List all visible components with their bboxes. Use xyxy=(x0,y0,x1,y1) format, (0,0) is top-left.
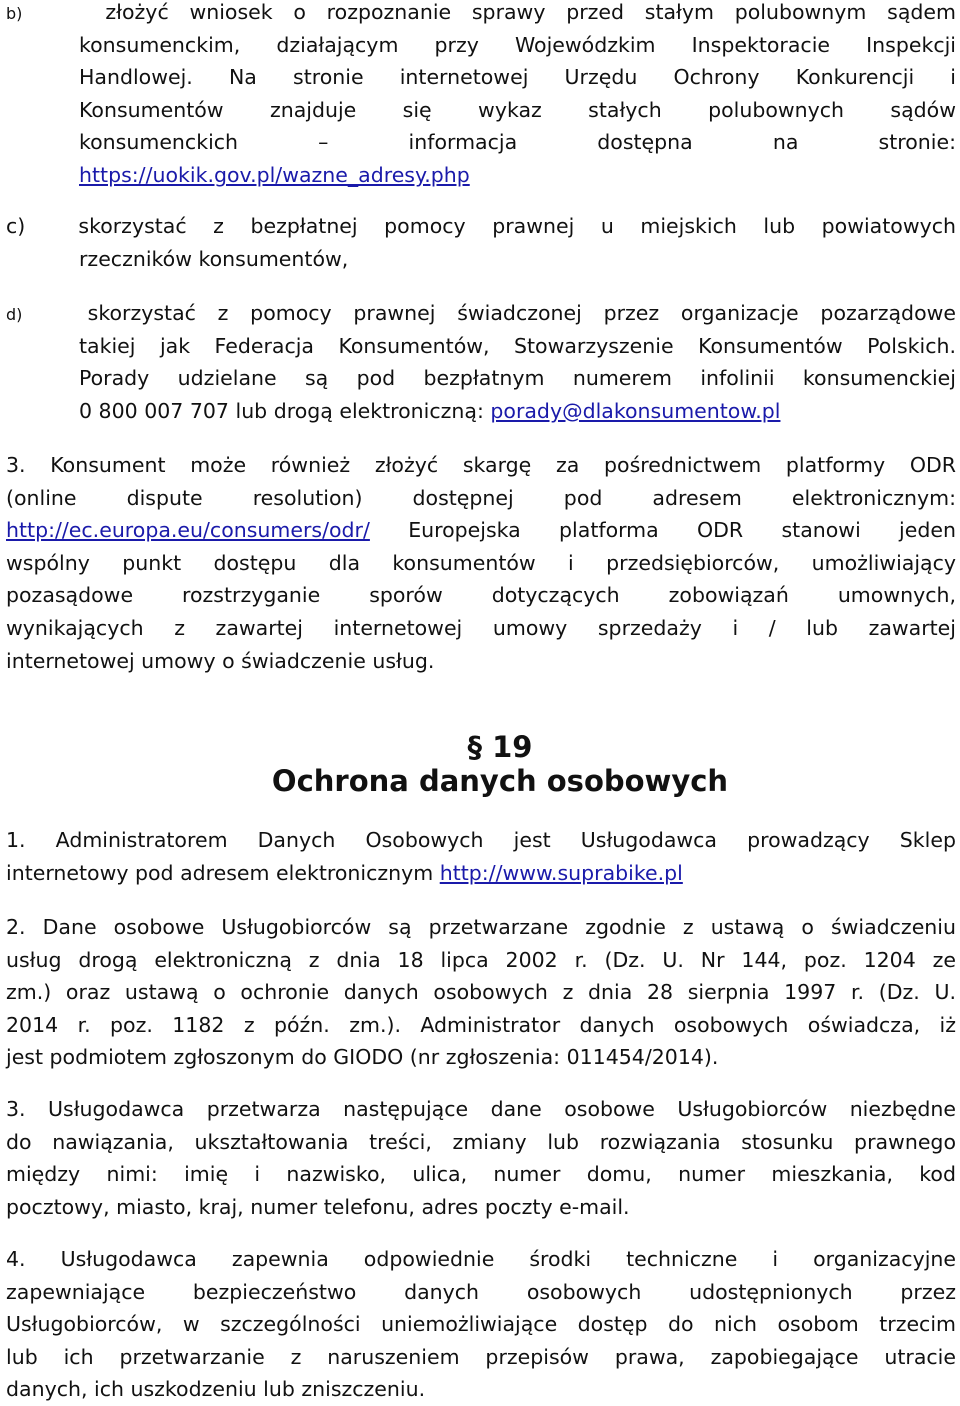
section-paragraph-3-line-2: do nawiązania, ukształtowania treści, zmiany lub rozwiązania stosunku prawnego xyxy=(6,1129,956,1154)
list-item-b-line-5: konsumenckich – informacja dostępna na stronie: xyxy=(79,130,956,155)
odr-link[interactable]: http://ec.europa.eu/consumers/odr/ xyxy=(6,518,370,543)
paragraph-3 xyxy=(6,449,956,677)
section-paragraph-3 xyxy=(6,1093,956,1223)
list-item-d xyxy=(6,297,956,427)
section-paragraph-2-line-4: 2014 r. poz. 1182 z późn. zm.). Administrator danych osobowych oświadcza, iż xyxy=(6,1012,956,1037)
paragraph-3-line-7: internetowej umowy o świadczenie usług. xyxy=(6,648,435,673)
section-paragraph-1 xyxy=(6,824,956,889)
list-marker-d: d) xyxy=(6,305,23,324)
section-paragraph-4-line-5: danych, ich uszkodzeniu lub zniszczeniu. xyxy=(6,1377,426,1402)
section-paragraph-2-line-5: jest podmiotem zgłoszonym do GIODO (nr zgłoszenia: 011454/2014). xyxy=(6,1045,719,1070)
suprabike-link[interactable]: http://www.suprabike.pl xyxy=(439,860,683,885)
list-marker-c: c) xyxy=(6,214,26,238)
section-paragraph-3-line-1: 3. Usługodawca przetwarza następujące dane osobowe Usługobiorców niezbędne xyxy=(6,1097,956,1121)
section-number: § 19 xyxy=(467,730,533,764)
email-link[interactable]: porady@dlakonsumentow.pl xyxy=(490,398,781,423)
section-paragraph-4-line-2: zapewniające bezpieczeństwo danych osobowych udostępnionych przez xyxy=(6,1279,956,1304)
section-paragraph-4-line-1: 4. Usługodawca zapewnia odpowiednie środki techniczne i organizacyjne xyxy=(6,1247,956,1271)
paragraph-3-line-4: wspólny punkt dostępu dla konsumentów i przedsiębiorców, umożliwiający xyxy=(6,550,956,575)
list-item-d-line-3: Porady udzielane są pod bezpłatnym numerem infolinii konsumenckiej xyxy=(79,366,956,391)
list-item-b-line-6 xyxy=(6,159,956,192)
section-paragraph-2-line-3: zm.) oraz ustawą o ochronie danych osobowych z dnia 28 sierpnia 1997 r. (Dz. U. xyxy=(6,980,956,1005)
section-paragraph-3-line-4: pocztowy, miasto, kraj, numer telefonu, adres poczty e-mail. xyxy=(6,1194,630,1219)
list-item-b-line-2: konsumenckim, działającym przy Wojewódzkim Inspektoracie Inspekcji xyxy=(79,32,956,57)
list-item-d-line-4: 0 800 007 707 lub drogą elektroniczną: porady@dlakonsumentow.pl xyxy=(79,398,781,423)
section-title: Ochrona danych osobowych xyxy=(271,764,729,798)
list-item-b-line-4: Konsumentów znajduje się wykaz stałych polubownych sądów xyxy=(79,97,956,122)
section-paragraph-2-line-2: usług drogą elektroniczną z dnia 18 lipca 2002 r. (Dz. U. Nr 144, poz. 1204 ze xyxy=(6,947,956,972)
list-item-c-line-2: rzeczników konsumentów, xyxy=(79,246,349,271)
section-paragraph-1-line-2: internetowy pod adresem elektronicznym http://www.suprabike.pl xyxy=(6,860,683,885)
uokik-link[interactable]: https://uokik.gov.pl/wazne_adresy.php xyxy=(79,162,470,187)
list-item-b xyxy=(6,0,956,192)
section-paragraph-4-line-3: Usługobiorców, w szczególności uniemożliwiające dostęp do nich osobom trzecim xyxy=(6,1312,956,1337)
paragraph-3-line-3: http://ec.europa.eu/consumers/odr/ Europejska platforma ODR stanowi jeden xyxy=(6,518,956,543)
list-item-c-line-1: c) skorzystać z bezpłatnej pomocy prawnej u miejskich lub powiatowych xyxy=(6,214,956,238)
section-paragraph-2 xyxy=(6,911,956,1074)
section-paragraph-3-line-3: między nimi: imię i nazwisko, ulica, numer domu, numer mieszkania, kod xyxy=(6,1162,956,1187)
paragraph-3-line-6: wynikających z zawartej internetowej umowy sprzedaży i / lub zawartej xyxy=(6,615,956,640)
section-paragraph-1-line-1: 1. Administratorem Danych Osobowych jest Usługodawca prowadzący Sklep xyxy=(6,828,956,852)
section-paragraph-4-line-4: lub ich przetwarzanie z naruszeniem przepisów prawa, zapobiegające utracie xyxy=(6,1344,956,1369)
list-item-b-line-1: b) złożyć wniosek o rozpoznanie sprawy przed stałym polubownym sądem xyxy=(6,0,956,24)
section-paragraph-2-line-1: 2. Dane osobowe Usługobiorców są przetwarzane zgodnie z ustawą o świadczeniu xyxy=(6,915,956,939)
list-marker-b: b) xyxy=(6,4,23,23)
list-item-b-line-3: Handlowej. Na stronie internetowej Urzędu Ochrony Konkurencji i xyxy=(79,65,956,90)
paragraph-3-line-5: pozasądowe rozstrzyganie sporów dotyczących zobowiązań umownych, xyxy=(6,583,956,608)
list-item-d-line-2: takiej jak Federacja Konsumentów, Stowarzyszenie Konsumentów Polskich. xyxy=(79,333,956,358)
section-paragraph-4 xyxy=(6,1243,956,1406)
paragraph-3-line-1: 3. Konsument może również złożyć skargę za pośrednictwem platformy ODR xyxy=(6,453,956,477)
list-item-d-line-1: d) skorzystać z pomocy prawnej świadczonej przez organizacje pozarządowe xyxy=(6,301,956,325)
list-item-c xyxy=(6,210,956,275)
paragraph-3-line-2: (online dispute resolution) dostępnej pod adresem elektronicznym: xyxy=(6,485,956,510)
